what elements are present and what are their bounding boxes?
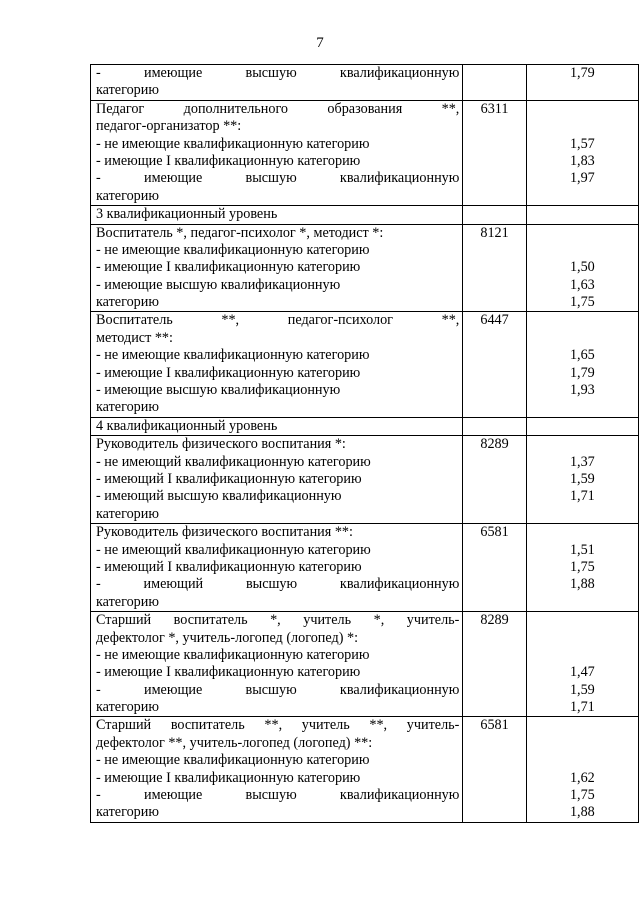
position-text-line: - имеющие I квалификационную категорию bbox=[96, 259, 361, 276]
table-row bbox=[91, 612, 639, 717]
coefficient-value: 1,47 bbox=[569, 664, 595, 681]
position-text-line: - имеющие высшую квалификационную bbox=[96, 382, 341, 399]
position-text-line: - имеющие I квалификационную категорию bbox=[96, 364, 361, 381]
position-text-line: - имеющие I квалификационную категорию bbox=[96, 152, 361, 169]
position-text-line: категорию bbox=[96, 699, 159, 716]
position-text-line: - не имеющие квалификационную категорию bbox=[96, 347, 370, 364]
coefficient-value: 1,97 bbox=[569, 170, 595, 187]
table-row bbox=[91, 100, 639, 205]
position-text-line: дефектолог *, учитель-логопед (логопед) *: bbox=[96, 629, 359, 646]
position-text-line: категорию bbox=[96, 82, 159, 99]
code-cell bbox=[463, 524, 526, 612]
position-text-line: - не имеющие квалификационную категорию bbox=[96, 241, 370, 258]
code-cell bbox=[463, 717, 526, 822]
position-text-line: педагог-организатор **: bbox=[96, 118, 242, 135]
position-text-line: категорию bbox=[96, 399, 159, 416]
position-text-line: - не имеющий квалификационную категорию bbox=[96, 541, 371, 558]
position-text-line: категорию bbox=[96, 804, 159, 821]
coefficient-cell bbox=[526, 224, 638, 312]
coefficient-value: 1,63 bbox=[569, 276, 595, 293]
salary-code: 6581 bbox=[480, 524, 509, 541]
table-row bbox=[91, 224, 639, 312]
position-text-line: Руководитель физического воспитания **: bbox=[96, 524, 353, 541]
table-row bbox=[91, 524, 639, 612]
position-text-line: - имеющие высшую квалификационную bbox=[96, 65, 460, 81]
salary-code: 8289 bbox=[480, 436, 509, 453]
position-text-line: - не имеющие квалификационную категорию bbox=[96, 752, 370, 769]
coefficient-cell bbox=[526, 612, 638, 717]
position-cell bbox=[91, 436, 463, 524]
position-text-line: Воспитатель **, педагог-психолог **, bbox=[96, 312, 460, 329]
coefficient-cell bbox=[526, 65, 638, 101]
position-text-line: 3 квалификационный уровень bbox=[96, 206, 278, 223]
salary-coefficients-table bbox=[90, 64, 639, 823]
coefficient-value: 1,88 bbox=[569, 804, 595, 821]
coefficient-cell bbox=[526, 100, 638, 205]
salary-code: 6581 bbox=[480, 717, 509, 734]
coefficient-value: 1,75 bbox=[569, 294, 595, 311]
position-text-line: Педагог дополнительного образования **, bbox=[96, 100, 460, 117]
position-text-line: Руководитель физического воспитания *: bbox=[96, 436, 346, 453]
code-cell bbox=[463, 65, 526, 101]
coefficient-cell bbox=[526, 417, 638, 435]
position-cell bbox=[91, 65, 463, 101]
coefficient-value: 1,79 bbox=[569, 65, 595, 81]
position-cell bbox=[91, 717, 463, 822]
coefficient-value: 1,83 bbox=[569, 152, 595, 169]
code-cell bbox=[463, 206, 526, 224]
position-text-line: - имеющий высшую квалификационную bbox=[96, 488, 342, 505]
position-text-line: методист **: bbox=[96, 329, 173, 346]
salary-code: 6311 bbox=[480, 100, 509, 117]
code-cell bbox=[463, 224, 526, 312]
position-text-line: категорию bbox=[96, 187, 159, 204]
position-text-line: - имеющие высшую квалификационную bbox=[96, 681, 460, 698]
position-cell bbox=[91, 100, 463, 205]
position-cell bbox=[91, 224, 463, 312]
position-cell bbox=[91, 612, 463, 717]
position-text-line: - имеющий высшую квалификационную bbox=[96, 576, 460, 593]
position-text-line: Старший воспитатель *, учитель *, учитель- bbox=[96, 612, 460, 629]
coefficient-value: 1,71 bbox=[569, 699, 595, 716]
table-row bbox=[91, 206, 639, 224]
position-text-line: - имеющие высшую квалификационную bbox=[96, 170, 460, 187]
coefficient-value: 1,75 bbox=[569, 787, 595, 804]
position-text-line: - имеющий I квалификационную категорию bbox=[96, 558, 362, 575]
coefficient-value: 1,59 bbox=[569, 681, 595, 698]
code-cell bbox=[463, 612, 526, 717]
position-text-line: - имеющие I квалификационную категорию bbox=[96, 664, 361, 681]
position-cell bbox=[91, 312, 463, 417]
coefficient-value: 1,50 bbox=[569, 259, 595, 276]
coefficient-value: 1,62 bbox=[569, 769, 595, 786]
salary-code: 8289 bbox=[480, 612, 509, 629]
table-row bbox=[91, 717, 639, 822]
position-text-line: - имеющие I квалификационную категорию bbox=[96, 769, 361, 786]
code-cell bbox=[463, 436, 526, 524]
coefficient-value: 1,59 bbox=[569, 470, 595, 487]
position-cell bbox=[91, 524, 463, 612]
coefficient-value: 1,51 bbox=[569, 541, 595, 558]
position-text-line: 4 квалификационный уровень bbox=[96, 417, 278, 434]
salary-code: 8121 bbox=[480, 224, 509, 241]
position-text-line: дефектолог **, учитель-логопед (логопед) **: bbox=[96, 734, 373, 751]
coefficient-value: 1,37 bbox=[569, 453, 595, 470]
coefficient-value: 1,88 bbox=[569, 576, 595, 593]
coefficient-cell bbox=[526, 312, 638, 417]
position-text-line: - имеющие высшую квалификационную bbox=[96, 787, 460, 804]
code-cell bbox=[463, 312, 526, 417]
position-text-line: категорию bbox=[96, 505, 159, 522]
table-row bbox=[91, 417, 639, 435]
position-text-line: категорию bbox=[96, 294, 159, 311]
coefficient-value: 1,71 bbox=[569, 488, 595, 505]
coefficient-value: 1,93 bbox=[569, 382, 595, 399]
coefficient-value: 1,57 bbox=[569, 135, 595, 152]
position-text-line: - имеющий I квалификационную категорию bbox=[96, 470, 362, 487]
coefficient-cell bbox=[526, 206, 638, 224]
coefficient-cell bbox=[526, 717, 638, 822]
position-cell bbox=[91, 417, 463, 435]
coefficient-cell bbox=[526, 436, 638, 524]
position-text-line: Старший воспитатель **, учитель **, учитель- bbox=[96, 717, 460, 734]
coefficient-value: 1,65 bbox=[569, 347, 595, 364]
position-text-line: категорию bbox=[96, 593, 159, 610]
coefficient-value: 1,75 bbox=[569, 558, 595, 575]
position-text-line: Воспитатель *, педагог-психолог *, методист *: bbox=[96, 224, 384, 241]
position-text-line: - имеющие высшую квалификационную bbox=[96, 276, 341, 293]
coefficient-cell bbox=[526, 524, 638, 612]
page-number: 7 bbox=[316, 35, 324, 51]
table-row bbox=[91, 65, 639, 101]
position-cell bbox=[91, 206, 463, 224]
coefficient-value: 1,79 bbox=[569, 364, 595, 381]
position-text-line: - не имеющие квалификационную категорию bbox=[96, 135, 370, 152]
salary-code: 6447 bbox=[480, 312, 509, 329]
position-text-line: - не имеющие квалификационную категорию bbox=[96, 646, 370, 663]
table-row bbox=[91, 312, 639, 417]
table-row bbox=[91, 436, 639, 524]
code-cell bbox=[463, 417, 526, 435]
code-cell bbox=[463, 100, 526, 205]
position-text-line: - не имеющий квалификационную категорию bbox=[96, 453, 371, 470]
